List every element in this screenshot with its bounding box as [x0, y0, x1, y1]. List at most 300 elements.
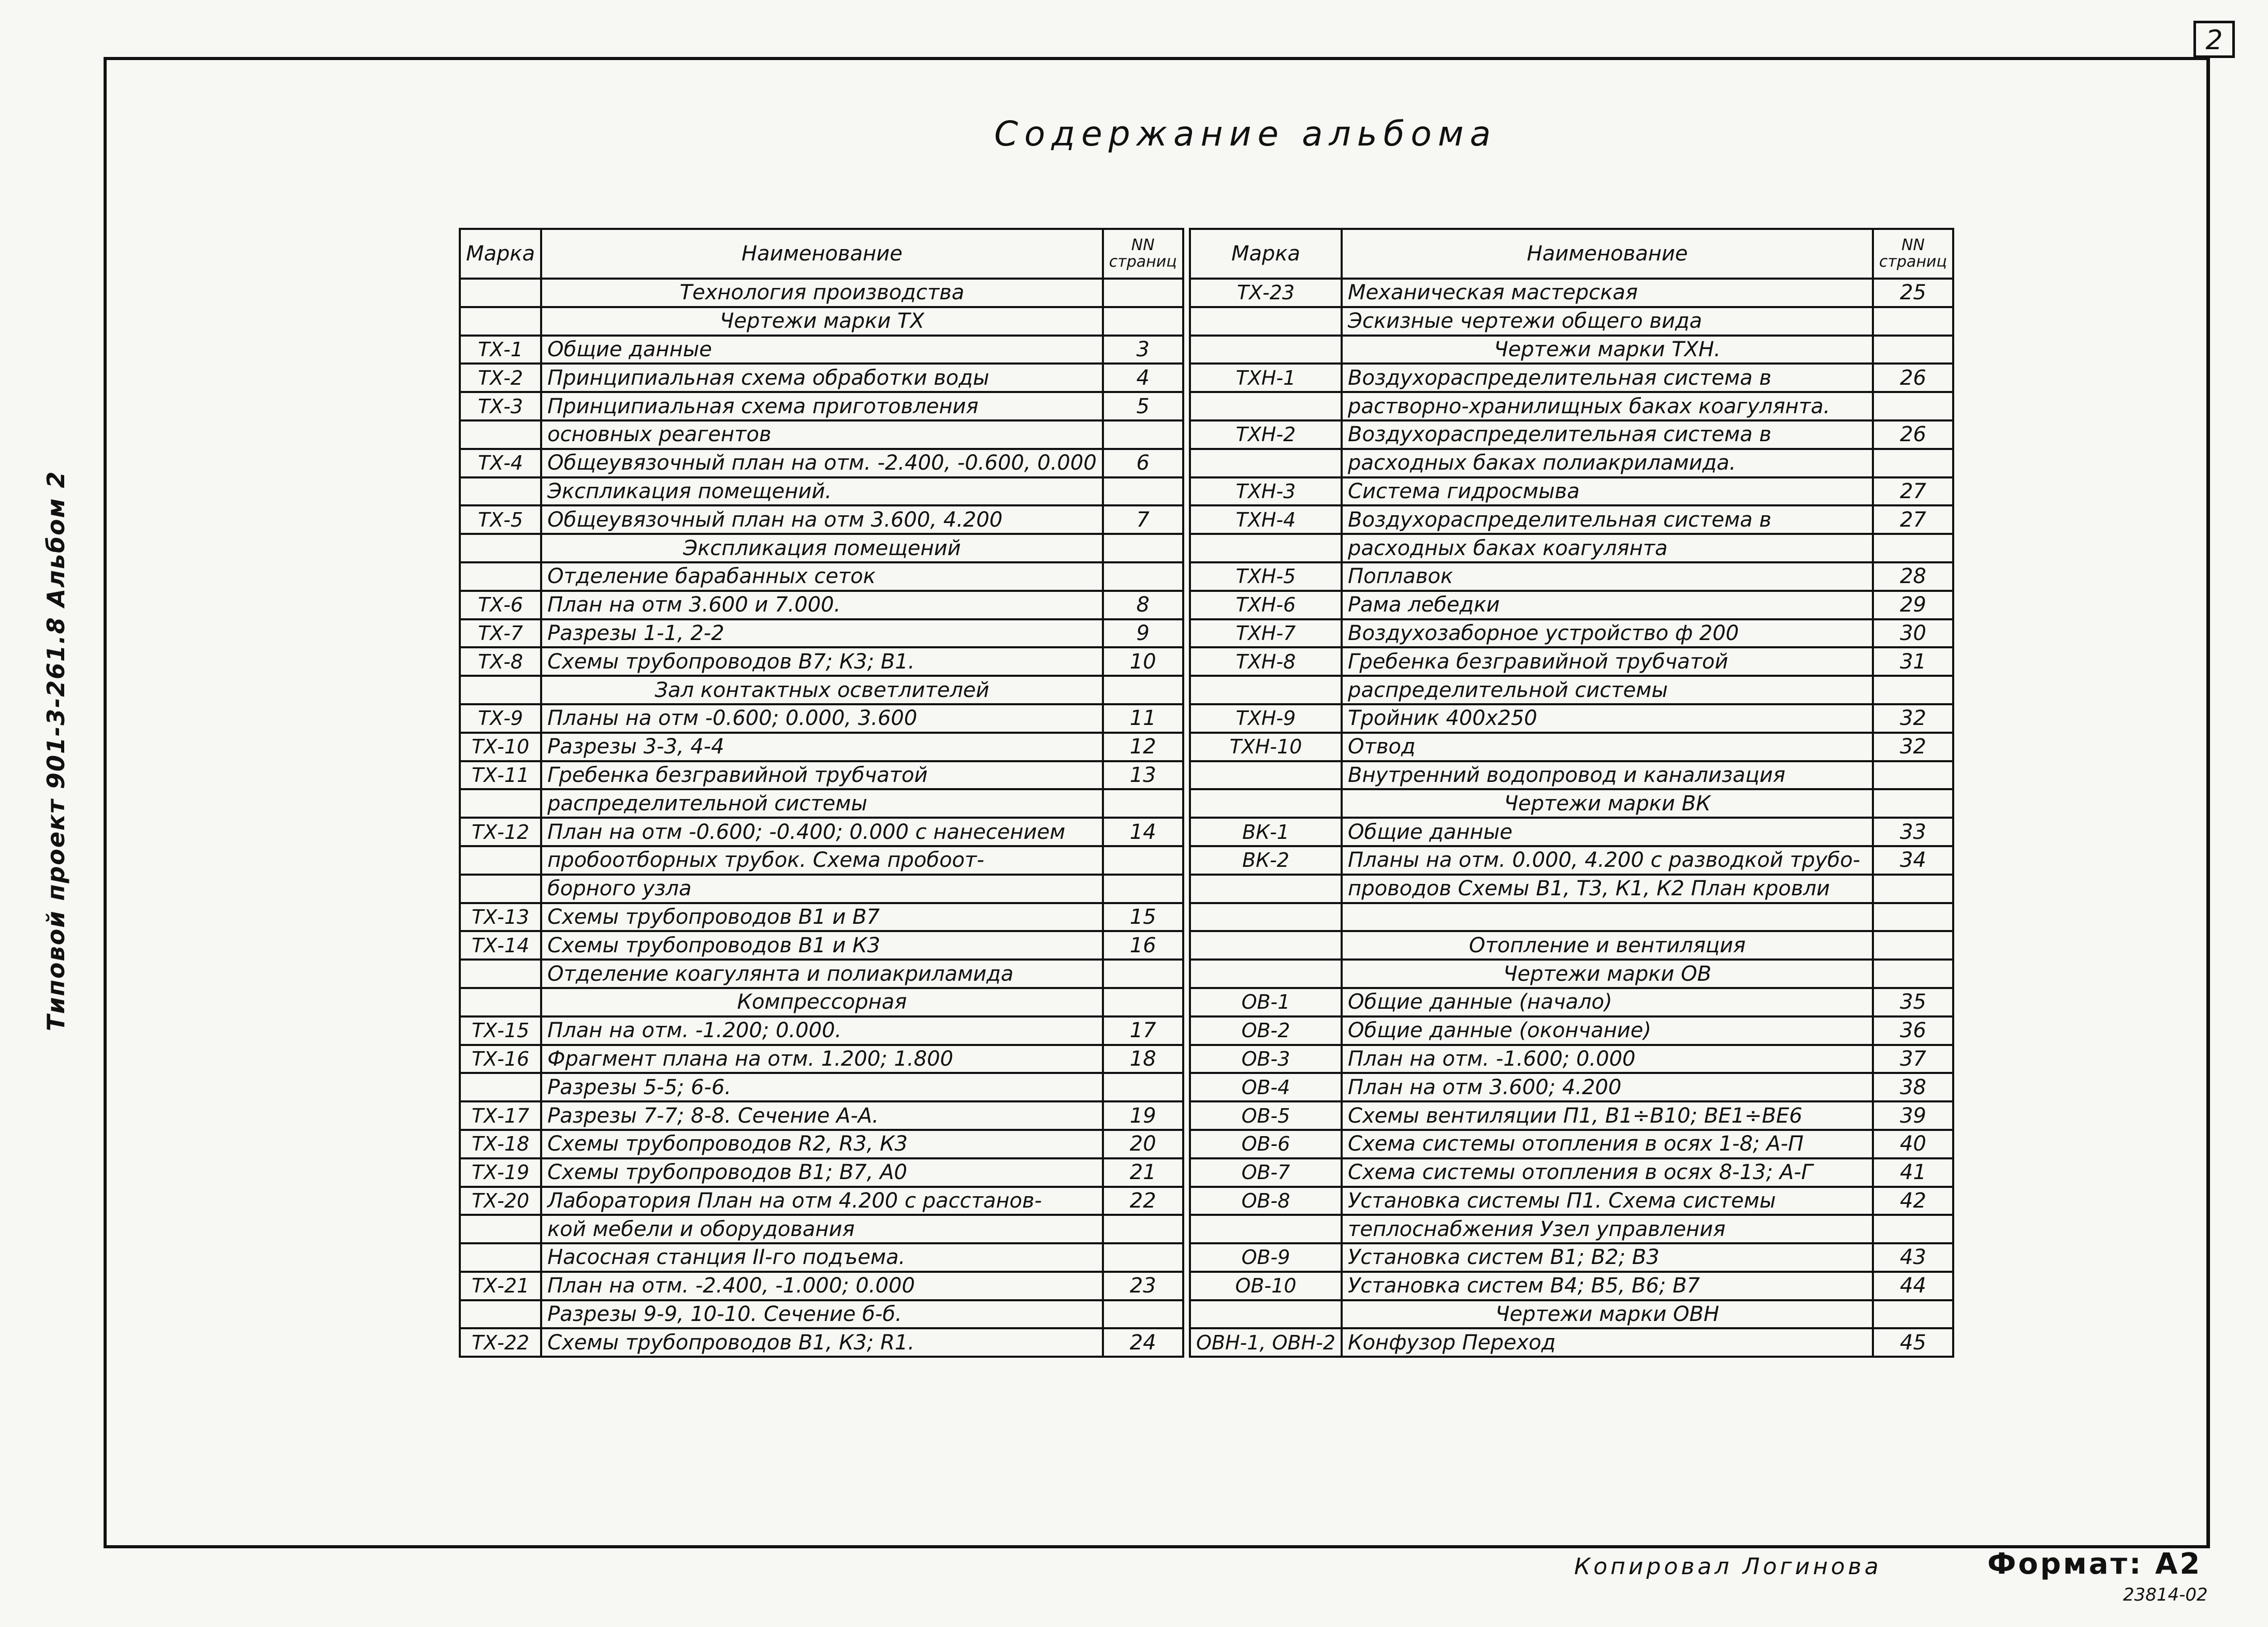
col-name-header: Наименование: [1342, 229, 1873, 279]
table-row: [460, 789, 1183, 818]
mark-cell: [460, 988, 541, 1016]
name-cell: основных реагентов: [541, 420, 1103, 449]
name-cell: Воздухораспределительная система в: [1342, 420, 1873, 449]
table-row: [1190, 1158, 1953, 1187]
table-row: [1190, 1187, 1953, 1215]
mark-cell: ОВ-2: [1190, 1016, 1342, 1045]
table-row: [1190, 733, 1953, 761]
table-row: [460, 562, 1183, 591]
table-row: [1190, 279, 1953, 307]
mark-cell: ТХ-11: [460, 761, 541, 790]
page-cell: [1873, 960, 1953, 988]
page-cell: 18: [1103, 1045, 1183, 1073]
mark-cell: [1190, 336, 1342, 364]
table-row: [460, 846, 1183, 875]
mark-cell: ТХ-7: [460, 619, 541, 648]
mark-cell: ОВ-3: [1190, 1045, 1342, 1073]
page-cell: 32: [1873, 733, 1953, 761]
name-cell: Установка систем В4; В5, В6; В7: [1342, 1272, 1873, 1300]
page-cell: 32: [1873, 704, 1953, 733]
mark-cell: [1190, 875, 1342, 903]
name-cell: Общие данные: [541, 336, 1103, 364]
page-cell: 43: [1873, 1243, 1953, 1272]
table-row: [460, 818, 1183, 846]
page-cell: 5: [1103, 392, 1183, 420]
page-cell: [1873, 789, 1953, 818]
table-row: [460, 534, 1183, 562]
name-cell: Схемы вентиляции П1, В1÷В10; ВЕ1÷ВЕ6: [1342, 1101, 1873, 1130]
mark-cell: ВК-1: [1190, 818, 1342, 846]
table-row: [460, 505, 1183, 534]
page-cell: 17: [1103, 1016, 1183, 1045]
name-cell: Тройник 400х250: [1342, 704, 1873, 733]
mark-cell: [1190, 960, 1342, 988]
name-cell: Отделение коагулянта и полиакриламида: [541, 960, 1103, 988]
name-cell: Экспликация помещений.: [541, 477, 1103, 506]
page-cell: 15: [1103, 903, 1183, 932]
page-cell: [1103, 477, 1183, 506]
mark-cell: ТХ-20: [460, 1187, 541, 1215]
mark-cell: [1190, 789, 1342, 818]
mark-cell: [460, 1073, 541, 1101]
table-row: [1190, 591, 1953, 619]
name-cell: Эскизные чертежи общего вида: [1342, 307, 1873, 336]
name-cell: растворно-хранилищных баках коагулянта.: [1342, 392, 1873, 420]
table-row: [1190, 1101, 1953, 1130]
pages-header-bottom: страниц: [1879, 253, 1947, 271]
mark-cell: ОВ-8: [1190, 1187, 1342, 1215]
name-cell: Отделение барабанных сеток: [541, 562, 1103, 591]
mark-cell: [460, 1215, 541, 1243]
name-cell: распределительной системы: [1342, 676, 1873, 704]
col-pages-header: [1103, 229, 1183, 279]
table-row: [1190, 931, 1953, 960]
mark-cell: [460, 1243, 541, 1272]
copied-by-note: Копировал Логинова: [1574, 1553, 1882, 1580]
mark-cell: ТХН-2: [1190, 420, 1342, 449]
name-cell: План на отм -0.600; -0.400; 0.000 с нанесением: [541, 818, 1103, 846]
name-cell: Отвод: [1342, 733, 1873, 761]
table-row: [460, 647, 1183, 676]
page-cell: [1103, 279, 1183, 307]
table-row: [1190, 1016, 1953, 1045]
mark-cell: [460, 534, 541, 562]
table-row: [460, 676, 1183, 704]
mark-cell: [460, 846, 541, 875]
mark-cell: ТХ-8: [460, 647, 541, 676]
table-row: [460, 336, 1183, 364]
page-cell: 8: [1103, 591, 1183, 619]
table-row: [460, 1158, 1183, 1187]
page-cell: 35: [1873, 988, 1953, 1016]
mark-cell: [1190, 307, 1342, 336]
mark-cell: ТХ-5: [460, 505, 541, 534]
name-cell: Чертежи марки ВК: [1342, 789, 1873, 818]
table-row: [1190, 420, 1953, 449]
mark-cell: [460, 676, 541, 704]
name-cell: расходных баках полиакриламида.: [1342, 449, 1873, 477]
page-cell: [1873, 336, 1953, 364]
table-row: [460, 960, 1183, 988]
name-cell: Схемы трубопроводов R2, R3, К3: [541, 1130, 1103, 1158]
name-cell: Система гидросмыва: [1342, 477, 1873, 506]
table-row: [460, 1101, 1183, 1130]
table-row: [1190, 1243, 1953, 1272]
page-cell: [1103, 1243, 1183, 1272]
table-header-row: [1190, 229, 1953, 279]
page-cell: [1103, 960, 1183, 988]
mark-cell: ОВ-9: [1190, 1243, 1342, 1272]
name-cell: Экспликация помещений: [541, 534, 1103, 562]
table-row: [1190, 761, 1953, 790]
page-cell: [1103, 562, 1183, 591]
page-cell: [1103, 1073, 1183, 1101]
page-cell: 12: [1103, 733, 1183, 761]
name-cell: Гребенка безгравийной трубчатой: [1342, 647, 1873, 676]
table-row: [1190, 449, 1953, 477]
mark-cell: ТХ-23: [1190, 279, 1342, 307]
mark-cell: ТХ-9: [460, 704, 541, 733]
col-name-header: Наименование: [541, 229, 1103, 279]
mark-cell: [1190, 534, 1342, 562]
table-row: [460, 364, 1183, 392]
mark-cell: [1190, 676, 1342, 704]
page-cell: 23: [1103, 1272, 1183, 1300]
name-cell: Рама лебедки: [1342, 591, 1873, 619]
page-number: 2: [2193, 21, 2235, 58]
page-cell: [1873, 875, 1953, 903]
page-cell: [1103, 676, 1183, 704]
name-cell: Установка системы П1. Схема системы: [1342, 1187, 1873, 1215]
name-cell: Компрессорная: [541, 988, 1103, 1016]
name-cell: План на отм. -2.400, -1.000; 0.000: [541, 1272, 1103, 1300]
table-row: [460, 1300, 1183, 1329]
mark-cell: [1190, 392, 1342, 420]
table-row: [1190, 903, 1953, 932]
mark-cell: ОВ-7: [1190, 1158, 1342, 1187]
mark-cell: ТХН-7: [1190, 619, 1342, 648]
mark-cell: ТХ-2: [460, 364, 541, 392]
name-cell: Разрезы 9-9, 10-10. Сечение б-б.: [541, 1300, 1103, 1329]
table-row: [1190, 789, 1953, 818]
name-cell: Общеувязочный план на отм 3.600, 4.200: [541, 505, 1103, 534]
side-project-label: Типовой проект 901-3-261.8 Альбом 2: [42, 470, 70, 1032]
table-row: [460, 733, 1183, 761]
table-row: [460, 591, 1183, 619]
page-cell: 13: [1103, 761, 1183, 790]
name-cell: Воздухораспределительная система в: [1342, 364, 1873, 392]
name-cell: Разрезы 7-7; 8-8. Сечение А-А.: [541, 1101, 1103, 1130]
table-row: [1190, 1045, 1953, 1073]
page-cell: 26: [1873, 364, 1953, 392]
name-cell: Общие данные (окончание): [1342, 1016, 1873, 1045]
name-cell: Механическая мастерская: [1342, 279, 1873, 307]
table-row: [460, 1073, 1183, 1101]
table-row: [1190, 1328, 1953, 1357]
page-cell: [1103, 307, 1183, 336]
mark-cell: ТХН-1: [1190, 364, 1342, 392]
table-row: [460, 477, 1183, 506]
table-row: [460, 420, 1183, 449]
page-cell: 39: [1873, 1101, 1953, 1130]
table-row: [1190, 704, 1953, 733]
name-cell: Разрезы 3-3, 4-4: [541, 733, 1103, 761]
mark-cell: ТХ-22: [460, 1328, 541, 1357]
mark-cell: ТХН-9: [1190, 704, 1342, 733]
name-cell: расходных баках коагулянта: [1342, 534, 1873, 562]
name-cell: Принципиальная схема приготовления: [541, 392, 1103, 420]
name-cell: Схемы трубопроводов В1 и В7: [541, 903, 1103, 932]
table-row: [460, 1045, 1183, 1073]
mark-cell: [1190, 1215, 1342, 1243]
album-title: Содержание альбома: [994, 114, 1497, 154]
page-cell: [1873, 1300, 1953, 1329]
contents-table-right: [1189, 228, 1954, 1358]
page-cell: [1873, 449, 1953, 477]
page-cell: 31: [1873, 647, 1953, 676]
table-row: [1190, 1300, 1953, 1329]
page-cell: 10: [1103, 647, 1183, 676]
name-cell: Разрезы 5-5; 6-6.: [541, 1073, 1103, 1101]
mark-cell: ТХ-16: [460, 1045, 541, 1073]
table-row: [460, 1016, 1183, 1045]
table-row: [1190, 336, 1953, 364]
page-cell: 16: [1103, 931, 1183, 960]
page-cell: 30: [1873, 619, 1953, 648]
mark-cell: [460, 477, 541, 506]
name-cell: Технология производства: [541, 279, 1103, 307]
page-cell: 28: [1873, 562, 1953, 591]
table-row: [1190, 619, 1953, 648]
mark-cell: ТХ-19: [460, 1158, 541, 1187]
page-cell: 36: [1873, 1016, 1953, 1045]
mark-cell: [1190, 903, 1342, 932]
table-row: [1190, 647, 1953, 676]
page-cell: 9: [1103, 619, 1183, 648]
table-row: [460, 761, 1183, 790]
mark-cell: ТХН-5: [1190, 562, 1342, 591]
mark-cell: ОВ-6: [1190, 1130, 1342, 1158]
page-cell: 6: [1103, 449, 1183, 477]
table-row: [1190, 364, 1953, 392]
pages-header-top: NN: [1131, 236, 1155, 254]
mark-cell: ТХН-6: [1190, 591, 1342, 619]
table-row: [1190, 988, 1953, 1016]
page-cell: 45: [1873, 1328, 1953, 1357]
table-row: [1190, 505, 1953, 534]
name-cell: Зал контактных осветлителей: [541, 676, 1103, 704]
mark-cell: ОВН-1, ОВН-2: [1190, 1328, 1342, 1357]
page-cell: [1873, 903, 1953, 932]
name-cell: Конфузор Переход: [1342, 1328, 1873, 1357]
page-cell: [1873, 392, 1953, 420]
name-cell: Гребенка безгравийной трубчатой: [541, 761, 1103, 790]
page-cell: 20: [1103, 1130, 1183, 1158]
contents-table-left: [459, 228, 1184, 1358]
mark-cell: [460, 307, 541, 336]
mark-cell: [1190, 931, 1342, 960]
page-cell: 38: [1873, 1073, 1953, 1101]
page-cell: 40: [1873, 1130, 1953, 1158]
page-cell: [1873, 534, 1953, 562]
name-cell: План на отм. -1.600; 0.000: [1342, 1045, 1873, 1073]
col-mark-header: Марка: [460, 229, 541, 279]
page-cell: 44: [1873, 1272, 1953, 1300]
mark-cell: ТХ-6: [460, 591, 541, 619]
col-mark-header: Марка: [1190, 229, 1342, 279]
mark-cell: [460, 789, 541, 818]
mark-cell: ТХ-21: [460, 1272, 541, 1300]
name-cell: Воздухораспределительная система в: [1342, 505, 1873, 534]
mark-cell: ТХН-10: [1190, 733, 1342, 761]
mark-cell: [460, 562, 541, 591]
table-row: [460, 392, 1183, 420]
name-cell: Насосная станция II-го подъема.: [541, 1243, 1103, 1272]
mark-cell: ОВ-5: [1190, 1101, 1342, 1130]
mark-cell: [460, 420, 541, 449]
table-row: [460, 903, 1183, 932]
name-cell: кой мебели и оборудования: [541, 1215, 1103, 1243]
name-cell: Схемы трубопроводов В1 и К3: [541, 931, 1103, 960]
mark-cell: ТХ-3: [460, 392, 541, 420]
page-cell: [1103, 534, 1183, 562]
name-cell: План на отм 3.600; 4.200: [1342, 1073, 1873, 1101]
name-cell: проводов Схемы В1, Т3, К1, К2 План кровли: [1342, 875, 1873, 903]
table-row: [460, 1130, 1183, 1158]
name-cell: Общеувязочный план на отм. -2.400, -0.600, 0.000: [541, 449, 1103, 477]
mark-cell: [1190, 449, 1342, 477]
table-row: [1190, 875, 1953, 903]
table-row: [1190, 392, 1953, 420]
table-row: [460, 1272, 1183, 1300]
name-cell: Схемы трубопроводов В7; К3; В1.: [541, 647, 1103, 676]
name-cell: [1342, 903, 1873, 932]
page-cell: [1103, 846, 1183, 875]
page-cell: 29: [1873, 591, 1953, 619]
table-row: [1190, 1130, 1953, 1158]
table-row: [1190, 676, 1953, 704]
mark-cell: [1190, 761, 1342, 790]
name-cell: Общие данные: [1342, 818, 1873, 846]
page-cell: [1873, 761, 1953, 790]
table-row: [1190, 562, 1953, 591]
name-cell: Планы на отм -0.600; 0.000, 3.600: [541, 704, 1103, 733]
page-cell: [1103, 1300, 1183, 1329]
table-row: [1190, 818, 1953, 846]
mark-cell: ТХ-18: [460, 1130, 541, 1158]
page-cell: 7: [1103, 505, 1183, 534]
mark-cell: ТХН-8: [1190, 647, 1342, 676]
name-cell: Разрезы 1-1, 2-2: [541, 619, 1103, 648]
page-cell: [1873, 676, 1953, 704]
pages-header-top: NN: [1901, 236, 1925, 254]
mark-cell: ТХ-10: [460, 733, 541, 761]
table-row: [460, 449, 1183, 477]
table-row: [1190, 307, 1953, 336]
page-cell: [1103, 420, 1183, 449]
name-cell: Чертежи марки ТХН.: [1342, 336, 1873, 364]
page-cell: 24: [1103, 1328, 1183, 1357]
name-cell: Поплавок: [1342, 562, 1873, 591]
document-number: 23814-02: [2123, 1585, 2208, 1605]
mark-cell: ТХ-1: [460, 336, 541, 364]
mark-cell: ТХ-12: [460, 818, 541, 846]
table-row: [1190, 846, 1953, 875]
name-cell: Фрагмент плана на отм. 1.200; 1.800: [541, 1045, 1103, 1073]
name-cell: Планы на отм. 0.000, 4.200 с разводкой трубо-: [1342, 846, 1873, 875]
page-cell: 4: [1103, 364, 1183, 392]
name-cell: распределительной системы: [541, 789, 1103, 818]
pages-header-bottom: страниц: [1109, 253, 1177, 271]
name-cell: План на отм 3.600 и 7.000.: [541, 591, 1103, 619]
table-row: [460, 1328, 1183, 1357]
page-cell: 25: [1873, 279, 1953, 307]
page-cell: [1103, 1215, 1183, 1243]
mark-cell: ОВ-4: [1190, 1073, 1342, 1101]
page-cell: [1873, 307, 1953, 336]
mark-cell: ТХ-17: [460, 1101, 541, 1130]
table-row: [460, 988, 1183, 1016]
name-cell: Внутренний водопровод и канализация: [1342, 761, 1873, 790]
name-cell: Схемы трубопроводов В1; В7, А0: [541, 1158, 1103, 1187]
page-cell: [1103, 988, 1183, 1016]
name-cell: Чертежи марки ТХ: [541, 307, 1103, 336]
table-row: [460, 931, 1183, 960]
page-cell: [1873, 1215, 1953, 1243]
table-row: [1190, 1272, 1953, 1300]
page-cell: 19: [1103, 1101, 1183, 1130]
page-cell: 11: [1103, 704, 1183, 733]
table-row: [1190, 1215, 1953, 1243]
table-row: [1190, 477, 1953, 506]
page-cell: [1873, 931, 1953, 960]
name-cell: борного узла: [541, 875, 1103, 903]
page-cell: [1103, 875, 1183, 903]
table-header-row: [460, 229, 1183, 279]
table-row: [460, 1243, 1183, 1272]
mark-cell: ТХН-3: [1190, 477, 1342, 506]
mark-cell: ТХ-13: [460, 903, 541, 932]
name-cell: Принципиальная схема обработки воды: [541, 364, 1103, 392]
mark-cell: ТХ-15: [460, 1016, 541, 1045]
name-cell: Схема системы отопления в осях 8-13; А-Г: [1342, 1158, 1873, 1187]
mark-cell: [460, 279, 541, 307]
page-cell: 41: [1873, 1158, 1953, 1187]
page-cell: 27: [1873, 477, 1953, 506]
mark-cell: [460, 960, 541, 988]
mark-cell: ВК-2: [1190, 846, 1342, 875]
name-cell: Отопление и вентиляция: [1342, 931, 1873, 960]
page-cell: 42: [1873, 1187, 1953, 1215]
table-row: [460, 704, 1183, 733]
mark-cell: [460, 875, 541, 903]
mark-cell: [1190, 1300, 1342, 1329]
table-row: [460, 1215, 1183, 1243]
table-row: [1190, 534, 1953, 562]
table-row: [460, 875, 1183, 903]
page-cell: 22: [1103, 1187, 1183, 1215]
name-cell: Воздухозаборное устройство ф 200: [1342, 619, 1873, 648]
table-row: [460, 279, 1183, 307]
page-cell: 3: [1103, 336, 1183, 364]
name-cell: Схемы трубопроводов В1, К3; R1.: [541, 1328, 1103, 1357]
table-row: [460, 619, 1183, 648]
page-cell: 37: [1873, 1045, 1953, 1073]
table-row: [1190, 960, 1953, 988]
page-cell: 33: [1873, 818, 1953, 846]
table-row: [460, 307, 1183, 336]
mark-cell: ОВ-10: [1190, 1272, 1342, 1300]
